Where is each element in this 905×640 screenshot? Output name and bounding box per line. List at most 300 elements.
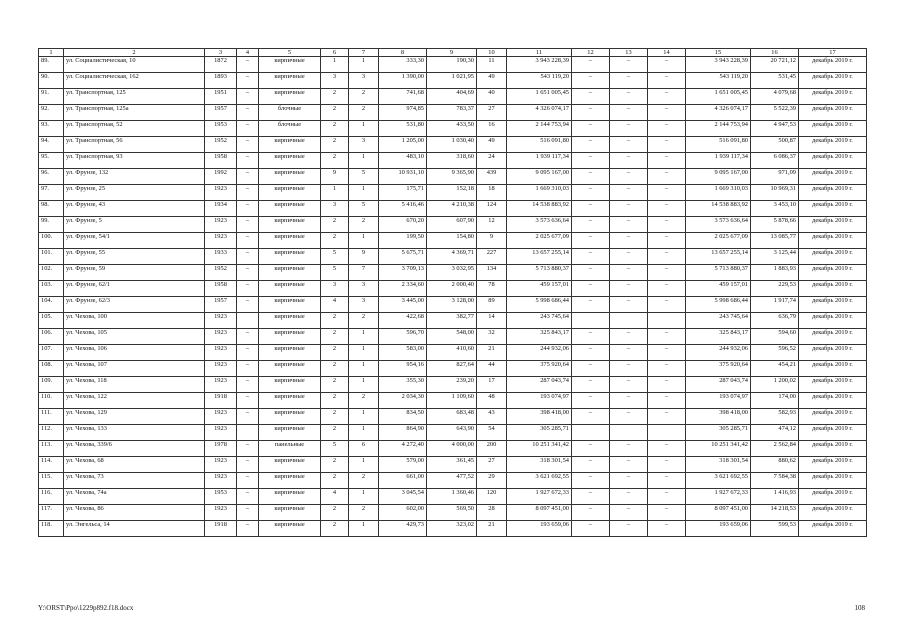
row-number-cell: 94. — [39, 137, 64, 153]
cost-total-repeat-cell: 14 538 883,92 — [686, 201, 751, 217]
cost-total-cell: 3 943 228,39 — [507, 57, 572, 73]
residents-cell: 9 — [477, 233, 507, 249]
entrances-cell: 5 — [349, 169, 379, 185]
file-path: Y:\ORST\Ppo\1229p892.f18.docx — [38, 604, 134, 612]
living-area-cell: 9 365,90 — [427, 169, 477, 185]
total-area-cell: 4 272,40 — [379, 441, 427, 457]
col-4-cell: – — [237, 137, 259, 153]
living-area-cell: 783,37 — [427, 105, 477, 121]
table-row — [39, 57, 867, 73]
row-number-cell: 96. — [39, 169, 64, 185]
table-row — [39, 345, 867, 361]
year-built-cell: 1958 — [205, 281, 237, 297]
cost-total-cell: 14 538 883,92 — [507, 201, 572, 217]
floors-cell: 2 — [321, 313, 349, 329]
cost-per-sqm-cell: 880,62 — [751, 457, 799, 473]
deadline-cell: декабрь 2019 г. — [799, 521, 867, 537]
cost-total-repeat-cell: 2 025 677,09 — [686, 233, 751, 249]
floors-cell: 2 — [321, 105, 349, 121]
wall-material-cell: кирпичные — [259, 489, 321, 505]
cost-total-cell: 8 097 451,00 — [507, 505, 572, 521]
col-12-cell: – — [572, 521, 610, 537]
col-4-cell: – — [237, 281, 259, 297]
col-13-cell: – — [610, 185, 648, 201]
residents-cell: 89 — [477, 297, 507, 313]
row-number-cell: 117. — [39, 505, 64, 521]
cost-total-cell: 375 920,64 — [507, 361, 572, 377]
wall-material-cell: кирпичные — [259, 169, 321, 185]
entrances-cell: 3 — [349, 297, 379, 313]
row-number-cell: 91. — [39, 89, 64, 105]
table-row — [39, 281, 867, 297]
address-cell: ул. Чехова, 118 — [64, 377, 205, 393]
living-area-cell: 152,18 — [427, 185, 477, 201]
residents-cell: 227 — [477, 249, 507, 265]
deadline-cell: декабрь 2019 г. — [799, 297, 867, 313]
wall-material-cell: кирпичные — [259, 361, 321, 377]
wall-material-cell: кирпичные — [259, 233, 321, 249]
col-14-cell: – — [648, 489, 686, 505]
address-cell: ул. Фрунзе, 62/3 — [64, 297, 205, 313]
table-row — [39, 489, 867, 505]
residents-cell: 27 — [477, 105, 507, 121]
living-area-cell: 683,48 — [427, 409, 477, 425]
column-number: 13 — [610, 49, 648, 57]
col-12-cell: – — [572, 505, 610, 521]
entrances-cell: 2 — [349, 89, 379, 105]
residents-cell: 28 — [477, 505, 507, 521]
total-area-cell: 5 675,71 — [379, 249, 427, 265]
col-4-cell — [237, 425, 259, 441]
cost-total-repeat-cell: 243 745,64 — [686, 313, 751, 329]
deadline-cell: декабрь 2019 г. — [799, 313, 867, 329]
year-built-cell: 1958 — [205, 153, 237, 169]
col-4-cell: – — [237, 521, 259, 537]
cost-per-sqm-cell: 4 947,53 — [751, 121, 799, 137]
total-area-cell: 661,00 — [379, 473, 427, 489]
entrances-cell: 1 — [349, 377, 379, 393]
cost-total-repeat-cell: 325 843,17 — [686, 329, 751, 345]
row-number-cell: 115. — [39, 473, 64, 489]
col-13-cell: – — [610, 521, 648, 537]
col-12-cell: – — [572, 441, 610, 457]
table-row — [39, 505, 867, 521]
year-built-cell: 1923 — [205, 473, 237, 489]
col-13-cell: – — [610, 265, 648, 281]
entrances-cell: 3 — [349, 137, 379, 153]
cost-per-sqm-cell: 20 721,12 — [751, 57, 799, 73]
col-13-cell: – — [610, 89, 648, 105]
col-4-cell: – — [237, 153, 259, 169]
address-cell: ул. Фрунзе, 55 — [64, 249, 205, 265]
col-14-cell: – — [648, 249, 686, 265]
residents-cell: 120 — [477, 489, 507, 505]
living-area-cell: 154,80 — [427, 233, 477, 249]
living-area-cell: 4 000,00 — [427, 441, 477, 457]
col-12-cell: – — [572, 409, 610, 425]
cost-per-sqm-cell: 971,09 — [751, 169, 799, 185]
address-cell: ул. Чехова, 122 — [64, 393, 205, 409]
floors-cell: 2 — [321, 217, 349, 233]
col-4-cell: – — [237, 505, 259, 521]
table-row — [39, 249, 867, 265]
year-built-cell: 1923 — [205, 345, 237, 361]
living-area-cell: 239,20 — [427, 377, 477, 393]
col-13-cell: – — [610, 281, 648, 297]
total-area-cell: 333,30 — [379, 57, 427, 73]
cost-total-cell: 1 939 117,34 — [507, 153, 572, 169]
year-built-cell: 1923 — [205, 313, 237, 329]
deadline-cell: декабрь 2019 г. — [799, 169, 867, 185]
deadline-cell: декабрь 2019 г. — [799, 409, 867, 425]
cost-total-cell: 4 326 074,17 — [507, 105, 572, 121]
row-number-cell: 93. — [39, 121, 64, 137]
col-14-cell: – — [648, 121, 686, 137]
cost-per-sqm-cell: 14 218,53 — [751, 505, 799, 521]
col-4-cell: – — [237, 185, 259, 201]
residents-cell: 32 — [477, 329, 507, 345]
deadline-cell: декабрь 2019 г. — [799, 281, 867, 297]
cost-per-sqm-cell: 10 969,31 — [751, 185, 799, 201]
living-area-cell: 607,90 — [427, 217, 477, 233]
col-12-cell: – — [572, 361, 610, 377]
entrances-cell: 6 — [349, 441, 379, 457]
address-cell: ул. Транспортная, 56 — [64, 137, 205, 153]
col-14-cell: – — [648, 393, 686, 409]
deadline-cell: декабрь 2019 г. — [799, 441, 867, 457]
entrances-cell: 1 — [349, 57, 379, 73]
table-row — [39, 473, 867, 489]
residents-cell: 16 — [477, 121, 507, 137]
wall-material-cell: кирпичные — [259, 473, 321, 489]
row-number-cell: 100. — [39, 233, 64, 249]
table-row — [39, 137, 867, 153]
cost-per-sqm-cell: 174,00 — [751, 393, 799, 409]
cost-total-cell: 193 659,06 — [507, 521, 572, 537]
living-area-cell: 827,64 — [427, 361, 477, 377]
col-4-cell: – — [237, 265, 259, 281]
table-row — [39, 89, 867, 105]
address-cell: ул. Чехова, 107 — [64, 361, 205, 377]
cost-total-repeat-cell: 13 657 255,14 — [686, 249, 751, 265]
residents-cell: 29 — [477, 473, 507, 489]
row-number-cell: 104. — [39, 297, 64, 313]
col-4-cell: – — [237, 457, 259, 473]
col-14-cell: – — [648, 217, 686, 233]
col-4-cell: – — [237, 393, 259, 409]
table-row — [39, 297, 867, 313]
cost-total-cell: 318 301,54 — [507, 457, 572, 473]
living-area-cell: 190,30 — [427, 57, 477, 73]
floors-cell: 2 — [321, 377, 349, 393]
year-built-cell: 1923 — [205, 217, 237, 233]
floors-cell: 2 — [321, 121, 349, 137]
residents-cell: 12 — [477, 217, 507, 233]
entrances-cell: 1 — [349, 121, 379, 137]
col-12-cell: – — [572, 105, 610, 121]
table-row — [39, 121, 867, 137]
wall-material-cell: кирпичные — [259, 457, 321, 473]
living-area-cell: 477,52 — [427, 473, 477, 489]
col-12-cell — [572, 313, 610, 329]
entrances-cell: 1 — [349, 489, 379, 505]
year-built-cell: 1952 — [205, 265, 237, 281]
col-12-cell: – — [572, 153, 610, 169]
col-14-cell: – — [648, 153, 686, 169]
total-area-cell: 3 045,54 — [379, 489, 427, 505]
residents-cell: 11 — [477, 57, 507, 73]
table-row — [39, 329, 867, 345]
cost-total-cell: 5 998 686,44 — [507, 297, 572, 313]
table-row — [39, 425, 867, 441]
col-13-cell: – — [610, 297, 648, 313]
residents-cell: 134 — [477, 265, 507, 281]
deadline-cell: декабрь 2019 г. — [799, 121, 867, 137]
residents-cell: 44 — [477, 361, 507, 377]
cost-total-cell: 193 074,97 — [507, 393, 572, 409]
cost-total-cell: 13 657 255,14 — [507, 249, 572, 265]
table-row — [39, 73, 867, 89]
column-number: 14 — [648, 49, 686, 57]
wall-material-cell: кирпичные — [259, 425, 321, 441]
cost-per-sqm-cell: 3 125,44 — [751, 249, 799, 265]
entrances-cell: 2 — [349, 473, 379, 489]
entrances-cell: 1 — [349, 345, 379, 361]
table-row — [39, 409, 867, 425]
cost-per-sqm-cell: 1 917,74 — [751, 297, 799, 313]
col-13-cell: – — [610, 249, 648, 265]
row-number-cell: 114. — [39, 457, 64, 473]
col-4-cell: – — [237, 249, 259, 265]
row-number-cell: 113. — [39, 441, 64, 457]
cost-total-repeat-cell: 8 097 451,00 — [686, 505, 751, 521]
deadline-cell: декабрь 2019 г. — [799, 393, 867, 409]
residents-cell: 78 — [477, 281, 507, 297]
column-number-row — [39, 49, 867, 57]
deadline-cell: декабрь 2019 г. — [799, 329, 867, 345]
floors-cell: 2 — [321, 521, 349, 537]
total-area-cell: 596,70 — [379, 329, 427, 345]
total-area-cell: 3 445,00 — [379, 297, 427, 313]
cost-total-cell: 9 095 167,00 — [507, 169, 572, 185]
col-14-cell: – — [648, 281, 686, 297]
entrances-cell: 1 — [349, 361, 379, 377]
cost-per-sqm-cell: 636,79 — [751, 313, 799, 329]
col-4-cell: – — [237, 361, 259, 377]
col-14-cell: – — [648, 233, 686, 249]
address-cell: ул. Фрунзе, 5 — [64, 217, 205, 233]
address-cell: ул. Чехова, 339/6 — [64, 441, 205, 457]
table-row — [39, 265, 867, 281]
column-number: 16 — [751, 49, 799, 57]
table-row — [39, 377, 867, 393]
deadline-cell: декабрь 2019 г. — [799, 361, 867, 377]
col-14-cell: – — [648, 473, 686, 489]
entrances-cell: 3 — [349, 281, 379, 297]
entrances-cell: 1 — [349, 153, 379, 169]
living-area-cell: 1 030,40 — [427, 137, 477, 153]
residents-cell: 21 — [477, 521, 507, 537]
col-12-cell: – — [572, 393, 610, 409]
year-built-cell: 1872 — [205, 57, 237, 73]
total-area-cell: 429,73 — [379, 521, 427, 537]
col-14-cell: – — [648, 441, 686, 457]
col-14-cell: – — [648, 521, 686, 537]
entrances-cell: 5 — [349, 201, 379, 217]
wall-material-cell: кирпичные — [259, 521, 321, 537]
living-area-cell: 4 210,38 — [427, 201, 477, 217]
col-14-cell: – — [648, 345, 686, 361]
col-14-cell: – — [648, 409, 686, 425]
entrances-cell: 2 — [349, 393, 379, 409]
col-14-cell: – — [648, 329, 686, 345]
cost-total-repeat-cell: 9 095 167,00 — [686, 169, 751, 185]
floors-cell: 2 — [321, 345, 349, 361]
col-13-cell: – — [610, 121, 648, 137]
cost-per-sqm-cell: 474,12 — [751, 425, 799, 441]
address-cell: ул. Чехова, 74а — [64, 489, 205, 505]
living-area-cell: 433,50 — [427, 121, 477, 137]
wall-material-cell: кирпичные — [259, 377, 321, 393]
col-14-cell: – — [648, 137, 686, 153]
address-cell: ул. Фрунзе, 132 — [64, 169, 205, 185]
total-area-cell: 670,20 — [379, 217, 427, 233]
living-area-cell: 323,02 — [427, 521, 477, 537]
col-12-cell: – — [572, 329, 610, 345]
table-row — [39, 201, 867, 217]
col-4-cell: – — [237, 473, 259, 489]
living-area-cell: 404,69 — [427, 89, 477, 105]
table-row — [39, 105, 867, 121]
col-14-cell: – — [648, 265, 686, 281]
living-area-cell: 569,50 — [427, 505, 477, 521]
year-built-cell: 1953 — [205, 121, 237, 137]
col-13-cell: – — [610, 489, 648, 505]
col-13-cell: – — [610, 137, 648, 153]
total-area-cell: 741,68 — [379, 89, 427, 105]
cost-total-cell: 1 669 310,03 — [507, 185, 572, 201]
cost-per-sqm-cell: 13 085,77 — [751, 233, 799, 249]
table-row — [39, 361, 867, 377]
total-area-cell: 864,90 — [379, 425, 427, 441]
total-area-cell: 583,00 — [379, 345, 427, 361]
col-4-cell: – — [237, 57, 259, 73]
year-built-cell: 1952 — [205, 137, 237, 153]
wall-material-cell: кирпичные — [259, 249, 321, 265]
cost-total-repeat-cell: 10 251 341,42 — [686, 441, 751, 457]
living-area-cell: 1 109,60 — [427, 393, 477, 409]
year-built-cell: 1992 — [205, 169, 237, 185]
col-4-cell: – — [237, 105, 259, 121]
residents-cell: 200 — [477, 441, 507, 457]
col-14-cell: – — [648, 457, 686, 473]
cost-total-cell: 10 251 341,42 — [507, 441, 572, 457]
cost-per-sqm-cell: 500,87 — [751, 137, 799, 153]
entrances-cell: 1 — [349, 233, 379, 249]
col-14-cell: – — [648, 169, 686, 185]
cost-per-sqm-cell: 5 878,66 — [751, 217, 799, 233]
table-row — [39, 185, 867, 201]
col-14-cell: – — [648, 361, 686, 377]
wall-material-cell: кирпичные — [259, 217, 321, 233]
residents-cell: 439 — [477, 169, 507, 185]
cost-total-repeat-cell: 287 043,74 — [686, 377, 751, 393]
cost-total-cell: 3 573 636,64 — [507, 217, 572, 233]
address-cell: ул. Фрунзе, 25 — [64, 185, 205, 201]
living-area-cell: 361,45 — [427, 457, 477, 473]
total-area-cell: 579,00 — [379, 457, 427, 473]
column-number: 15 — [686, 49, 751, 57]
table-row — [39, 393, 867, 409]
wall-material-cell: кирпичные — [259, 409, 321, 425]
wall-material-cell: кирпичные — [259, 153, 321, 169]
cost-per-sqm-cell: 1 883,93 — [751, 265, 799, 281]
address-cell: ул. Чехова, 129 — [64, 409, 205, 425]
total-area-cell: 602,00 — [379, 505, 427, 521]
cost-per-sqm-cell: 1 416,93 — [751, 489, 799, 505]
col-13-cell: – — [610, 57, 648, 73]
total-area-cell: 199,50 — [379, 233, 427, 249]
row-number-cell: 105. — [39, 313, 64, 329]
deadline-cell: декабрь 2019 г. — [799, 57, 867, 73]
total-area-cell: 5 416,46 — [379, 201, 427, 217]
wall-material-cell: кирпичные — [259, 89, 321, 105]
col-14-cell: – — [648, 105, 686, 121]
wall-material-cell: кирпичные — [259, 297, 321, 313]
floors-cell: 2 — [321, 425, 349, 441]
deadline-cell: декабрь 2019 г. — [799, 201, 867, 217]
cost-per-sqm-cell: 5 522,39 — [751, 105, 799, 121]
row-number-cell: 106. — [39, 329, 64, 345]
col-13-cell: – — [610, 217, 648, 233]
entrances-cell: 2 — [349, 217, 379, 233]
col-13-cell: – — [610, 473, 648, 489]
cost-per-sqm-cell: 229,53 — [751, 281, 799, 297]
cost-per-sqm-cell: 7 584,38 — [751, 473, 799, 489]
housing-table — [38, 48, 867, 537]
residents-cell: 124 — [477, 201, 507, 217]
col-13-cell: – — [610, 505, 648, 521]
column-number: 17 — [799, 49, 867, 57]
wall-material-cell: кирпичные — [259, 201, 321, 217]
living-area-cell: 643,90 — [427, 425, 477, 441]
total-area-cell: 3 709,13 — [379, 265, 427, 281]
address-cell: ул. Транспортная, 52 — [64, 121, 205, 137]
address-cell: ул. Энгельса, 14 — [64, 521, 205, 537]
cost-total-cell: 305 285,71 — [507, 425, 572, 441]
address-cell: ул. Чехова, 100 — [64, 313, 205, 329]
residents-cell: 18 — [477, 185, 507, 201]
cost-total-repeat-cell: 3 573 636,64 — [686, 217, 751, 233]
col-14-cell — [648, 425, 686, 441]
cost-total-repeat-cell: 318 301,54 — [686, 457, 751, 473]
total-area-cell: 422,68 — [379, 313, 427, 329]
cost-total-repeat-cell: 1 669 310,03 — [686, 185, 751, 201]
table-row — [39, 217, 867, 233]
cost-total-cell: 243 745,64 — [507, 313, 572, 329]
table-row — [39, 313, 867, 329]
col-4-cell: – — [237, 329, 259, 345]
cost-total-cell: 2 025 677,09 — [507, 233, 572, 249]
year-built-cell: 1923 — [205, 377, 237, 393]
cost-total-repeat-cell: 5 998 686,44 — [686, 297, 751, 313]
deadline-cell: декабрь 2019 г. — [799, 425, 867, 441]
col-13-cell: – — [610, 169, 648, 185]
cost-total-cell: 5 713 880,37 — [507, 265, 572, 281]
living-area-cell: 410,60 — [427, 345, 477, 361]
entrances-cell: 2 — [349, 505, 379, 521]
column-number: 6 — [321, 49, 349, 57]
